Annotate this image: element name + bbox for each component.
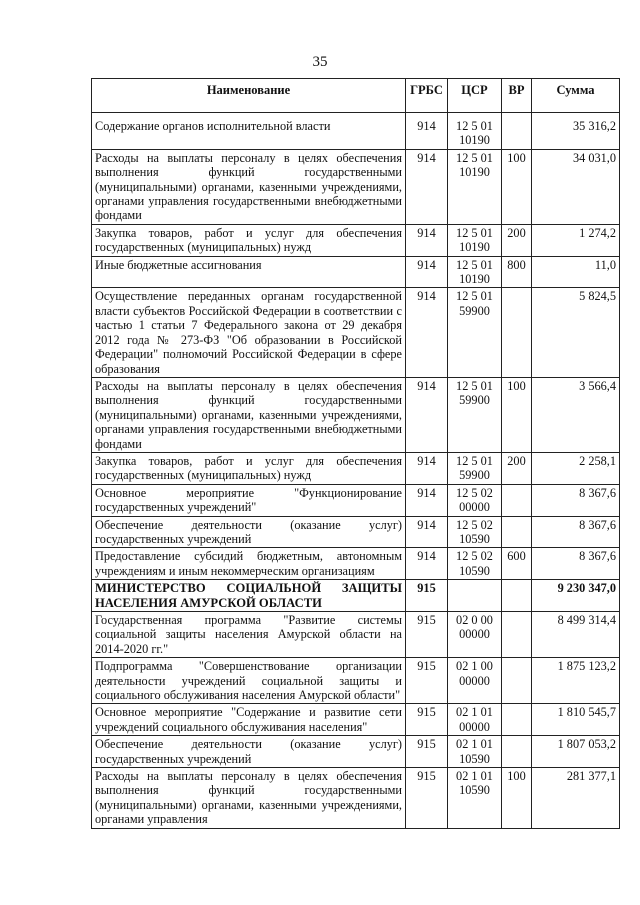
row-csr-cell — [448, 580, 502, 612]
row-name-cell: Иные бюджетные ассигнования — [92, 256, 406, 288]
table-row — [92, 612, 620, 658]
table-row — [92, 704, 620, 736]
row-vr-cell: 200 — [502, 224, 532, 256]
row-vr-cell: 100 — [502, 768, 532, 829]
header-csr: ЦСР — [448, 79, 502, 113]
row-csr-cell — [448, 658, 502, 704]
csr-code-part1: 02 0 00 — [456, 613, 493, 627]
row-sum-cell: 5 824,5 — [532, 288, 620, 377]
row-grbs-cell: 915 — [406, 768, 448, 829]
row-sum-cell: 2 258,1 — [532, 452, 620, 484]
csr-code-part2: 10590 — [459, 783, 490, 798]
table-row — [92, 484, 620, 516]
row-sum-cell: 34 031,0 — [532, 149, 620, 224]
table-row — [92, 224, 620, 256]
csr-code-part2: 00000 — [459, 673, 490, 688]
csr-code-part1: 02 1 00 — [456, 659, 493, 674]
csr-code-part1: 12 5 01 — [456, 225, 493, 240]
row-csr-cell — [448, 548, 502, 580]
row-name-cell: Закупка товаров, работ и услуг для обеспечения государственных (муниципальных) нужд — [92, 224, 406, 256]
budget-table — [91, 78, 620, 829]
table-row — [92, 452, 620, 484]
table-row — [92, 768, 620, 829]
csr-code-part1: 12 5 01 — [456, 257, 493, 272]
row-vr-cell — [502, 113, 532, 150]
csr-code-part2: 10190 — [459, 165, 490, 180]
row-vr-cell — [502, 484, 532, 516]
table-row — [92, 256, 620, 288]
csr-code-part1: 12 5 02 — [456, 549, 493, 564]
row-sum-cell: 1 810 545,7 — [532, 704, 620, 736]
row-name-cell: Основное мероприятие "Содержание и развитие сети учреждений социального обслуживания населения" — [92, 704, 406, 736]
row-vr-cell — [502, 288, 532, 377]
table-row — [92, 149, 620, 224]
row-name-cell: Подпрограмма "Совершенствование организации деятельности учреждений социальной защиты и социального обслуживания населения Амурской области" — [92, 658, 406, 704]
row-vr-cell: 800 — [502, 256, 532, 288]
row-csr-cell — [448, 484, 502, 516]
row-csr-cell — [448, 768, 502, 829]
row-sum-cell: 9 230 347,0 — [532, 580, 620, 612]
csr-code-part1: 02 1 01 — [456, 705, 493, 720]
row-sum-cell: 8 499 314,4 — [532, 612, 620, 658]
row-grbs-cell: 914 — [406, 224, 448, 256]
csr-code-part1: 12 5 01 — [456, 119, 493, 133]
csr-code-part2: 00000 — [459, 719, 490, 734]
row-sum-cell: 1 875 123,2 — [532, 658, 620, 704]
csr-code-part2: 10190 — [459, 240, 490, 255]
table-row — [92, 658, 620, 704]
csr-code-part1: 12 5 01 — [456, 453, 493, 468]
row-grbs-cell: 914 — [406, 484, 448, 516]
row-name-cell: Обеспечение деятельности (оказание услуг) государственных учреждений — [92, 736, 406, 768]
row-grbs-cell: 914 — [406, 377, 448, 452]
csr-code-part2: 59900 — [459, 393, 490, 408]
row-vr-cell: 200 — [502, 452, 532, 484]
csr-code-part2: 10590 — [459, 751, 490, 766]
row-name-cell: Расходы на выплаты персоналу в целях обеспечения выполнения функций государственными (муниципальными) органами, казенными учреждениями, органами управления — [92, 768, 406, 829]
row-vr-cell — [502, 704, 532, 736]
row-grbs-cell: 914 — [406, 516, 448, 548]
row-grbs-cell: 915 — [406, 658, 448, 704]
row-vr-cell — [502, 580, 532, 612]
csr-code-part2: 59900 — [459, 303, 490, 318]
row-name-cell: Закупка товаров, работ и услуг для обеспечения государственных (муниципальных) нужд — [92, 452, 406, 484]
row-csr-cell — [448, 288, 502, 377]
table-row — [92, 516, 620, 548]
row-vr-cell: 100 — [502, 377, 532, 452]
row-name-cell: Расходы на выплаты персоналу в целях обеспечения выполнения функций государственными (муниципальными) органами, казенными учреждениями, органами управления государственными внебюджетными фондами — [92, 149, 406, 224]
row-csr-cell — [448, 113, 502, 150]
row-sum-cell: 8 367,6 — [532, 516, 620, 548]
row-vr-cell — [502, 516, 532, 548]
table-row — [92, 288, 620, 377]
row-name-cell: Осуществление переданных органам государственной власти субъектов Российской Федерации в соответствии с частью 1 статьи 7 Федерального закона от 29 декабря 2012 года № 273-ФЗ "Об образовании в Российской Федерации" полномочий Российской Федерации в сфере образования — [92, 288, 406, 377]
row-vr-cell: 600 — [502, 548, 532, 580]
csr-code-part2: 10190 — [459, 133, 490, 148]
row-csr-cell — [448, 452, 502, 484]
csr-code-part1: 12 5 01 — [456, 378, 493, 393]
row-grbs-cell: 915 — [406, 612, 448, 658]
row-sum-cell: 1 807 053,2 — [532, 736, 620, 768]
row-grbs-cell: 914 — [406, 149, 448, 224]
csr-code-part2: 00000 — [459, 627, 490, 642]
page-number: 35 — [312, 54, 328, 70]
row-csr-cell — [448, 612, 502, 658]
table-header-row — [92, 79, 620, 113]
row-csr-cell — [448, 224, 502, 256]
row-sum-cell: 281 377,1 — [532, 768, 620, 829]
csr-code-part1: 12 5 02 — [456, 517, 493, 532]
row-grbs-cell: 914 — [406, 548, 448, 580]
csr-code-part1: 02 1 01 — [456, 769, 493, 784]
csr-code-part1: 12 5 02 — [456, 485, 493, 500]
row-grbs-cell: 914 — [406, 256, 448, 288]
row-name-cell: Основное мероприятие "Функционирование государственных учреждений" — [92, 484, 406, 516]
table-row — [92, 736, 620, 768]
row-sum-cell: 8 367,6 — [532, 548, 620, 580]
csr-code-part2: 00000 — [459, 500, 490, 515]
row-csr-cell — [448, 736, 502, 768]
row-sum-cell: 11,0 — [532, 256, 620, 288]
row-vr-cell — [502, 658, 532, 704]
header-vr: ВР — [502, 79, 532, 113]
row-grbs-cell: 914 — [406, 288, 448, 377]
csr-code-part1: 12 5 01 — [456, 289, 493, 304]
row-name-cell: Государственная программа "Развитие системы социальной защиты населения Амурской области на 2014-2020 гг." — [92, 612, 406, 658]
table-row — [92, 377, 620, 452]
table-row — [92, 548, 620, 580]
table-row — [92, 580, 620, 612]
csr-code-part1: 12 5 01 — [456, 150, 493, 165]
header-name: Наименование — [92, 79, 406, 113]
row-grbs-cell: 915 — [406, 704, 448, 736]
row-vr-cell: 100 — [502, 149, 532, 224]
row-vr-cell — [502, 736, 532, 768]
row-grbs-cell: 914 — [406, 113, 448, 150]
row-name-cell: Расходы на выплаты персоналу в целях обеспечения выполнения функций государственными (муниципальными) органами, казенными учреждениями, органами управления государственными внебюджетными фондами — [92, 377, 406, 452]
row-grbs-cell: 915 — [406, 580, 448, 612]
row-csr-cell — [448, 516, 502, 548]
row-grbs-cell: 915 — [406, 736, 448, 768]
row-name-cell: Предоставление субсидий бюджетным, автономным учреждениям и иным некоммерческим организациям — [92, 548, 406, 580]
header-sum: Сумма — [532, 79, 620, 113]
csr-code-part2: 10590 — [459, 531, 490, 546]
csr-code-part2: 10590 — [459, 563, 490, 578]
row-name-cell: МИНИСТЕРСТВО СОЦИАЛЬНОЙ ЗАЩИТЫ НАСЕЛЕНИЯ АМУРСКОЙ ОБЛАСТИ — [92, 580, 406, 612]
row-vr-cell — [502, 612, 532, 658]
row-sum-cell: 35 316,2 — [532, 113, 620, 150]
csr-code-part2: 59900 — [459, 468, 490, 483]
row-sum-cell: 8 367,6 — [532, 484, 620, 516]
row-sum-cell: 1 274,2 — [532, 224, 620, 256]
table-row — [92, 113, 620, 150]
row-csr-cell — [448, 377, 502, 452]
row-name-cell: Содержание органов исполнительной власти — [92, 113, 406, 150]
row-csr-cell — [448, 704, 502, 736]
csr-code-part2: 10190 — [459, 272, 490, 287]
header-grbs: ГРБС — [406, 79, 448, 113]
row-sum-cell: 3 566,4 — [532, 377, 620, 452]
row-csr-cell — [448, 149, 502, 224]
row-grbs-cell: 914 — [406, 452, 448, 484]
row-name-cell: Обеспечение деятельности (оказание услуг) государственных учреждений — [92, 516, 406, 548]
csr-code-part1: 02 1 01 — [456, 737, 493, 752]
row-csr-cell — [448, 256, 502, 288]
